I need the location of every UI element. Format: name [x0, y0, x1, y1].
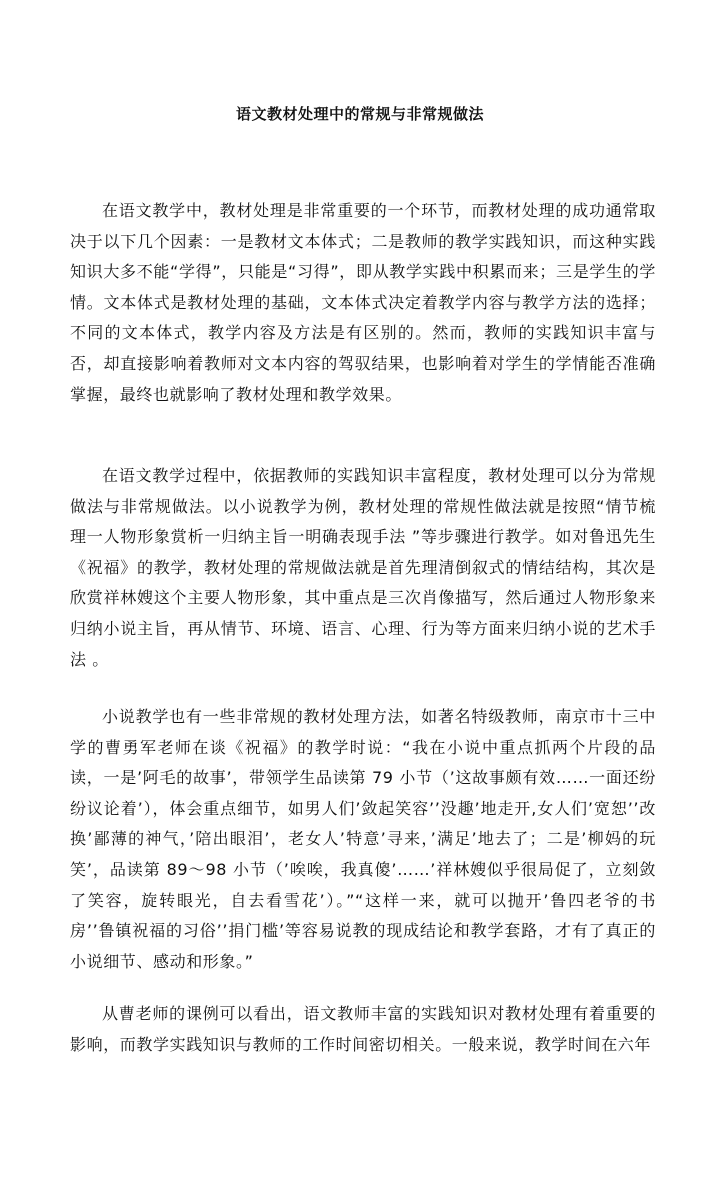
paragraph-4: 从曹老师的课例可以看出，语文教师丰富的实践知识对教材处理有着重要的影响，而教学实践知识与教师的工作时间密切相关。一般来说，教学时间在六年 [70, 1004, 656, 1054]
document-title: 语文教材处理中的常规与非常规做法 [235, 105, 484, 123]
paragraph-3: 小说教学也有一些非常规的教材处理方法，如著名特级教师，南京市十三中学的曹勇军老师在谈《祝福》的教学时说：“我在小说中重点抓两个片段的品读，一是’阿毛的故事’，带领学生品读第 79 小节（’这故事颇有效……一面还纷纷议论着’），体会重点细节，如男人们’敛起笑容’’没趣’地走开,女人们’宽恕’’改换’鄙薄的神气，’陪出眼泪’，老女人’特意’寻来，’满足’地去了；二是’柳妈的玩笑’，品读第 89～98 小节（’唉唉，我真傻’……’祥林嫂似乎很局促了，立刻敛了笑容，旋转眼光，自去看雪花’）。”“这样一来，就可以抛开’鲁四老爷的书房’’鲁镇祝福的习俗’’捐门槛’等容易说教的现成结论和教学套路，才有了真正的小说细节、感动和形象。” [70, 707, 656, 971]
paragraph-2: 在语文教学过程中，依据教师的实践知识丰富程度，教材处理可以分为常规做法与非常规做法。以小说教学为例，教材处理的常规性做法就是按照“情节梳理一人物形象赏析一归纳主旨一明确表现手法 ”等步骤进行教学。如对鲁迅先生《祝福》的教学，教材处理的常规做法就是首先理清倒叙式的情结结构，其次是欣赏祥林嫂这个主要人物形象，其中重点是三次肖像描写，然后通过人物形象来归纳小说主旨，再从情节、环境、语言、心理、行为等方面来归纳小说的艺术手法 。 [70, 466, 656, 669]
paragraph-1: 在语文教学中，教材处理是非常重要的一个环节，而教材处理的成功通常取决于以下几个因素：一是教材文本体式；二是教师的教学实践知识，而这种实践知识大多不能“学得”，只能是“习得”，即从教学实践中积累而来；三是学生的学情。文本体式是教材处理的基础，文本体式决定着教学内容与教学方法的选择；不同的文本体式，教学内容及方法是有区别的。然而，教师的实践知识丰富与否，却直接影响着教师对文本内容的驾驭结果，也影响着对学生的学情能否准确掌握，最终也就影响了教材处理和教学效果。 [70, 201, 656, 404]
